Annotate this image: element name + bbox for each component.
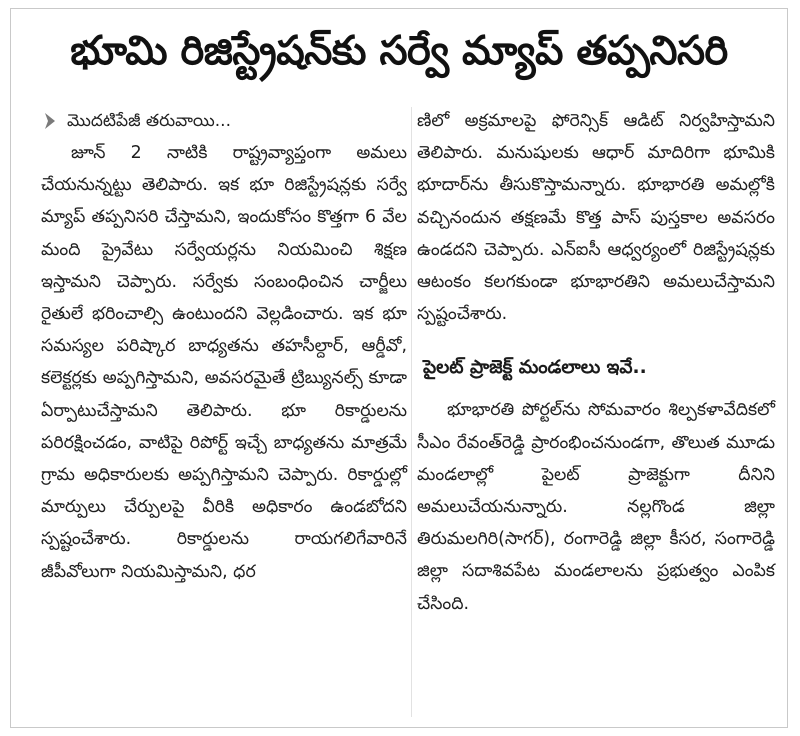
column-divider [411,107,412,717]
right-column [417,105,775,620]
right-column-paragraph-1: ణిలో అక్రమాలపై ఫోరెన్సిక్ ఆడిట్ నిర్వహిస్తామని తెలిపారు. మనుషులకు ఆధార్ మాదిరిగా భూమికి భూదార్‌ను తీసుకొస్తామన్నారు. భూభారతి అమల్లోకి వచ్చినందున తక్షణమే కొత్త పాస్ పుస్తకాల అవసరం ఉండదని చెప్పారు. ఎన్‌ఐసీ ఆధ్వర్యంలో రిజిస్ట్రేషన్లకు ఆటంకం కలగకుండా భూభారతిని అమలుచేస్తామని స్పష్టంచేశారు. [417,111,775,325]
newspaper-clipping [10,8,788,728]
continued-label: మొదటిపేజీ తరువాయి... [67,111,231,131]
continued-from-front-page [43,105,407,137]
article-headline: భూమి రిజిస్ట్రేషన్‌కు సర్వే మ్యాప్ తప్పనిసరి [70,28,728,74]
left-column-paragraph: జూన్ 2 నాటికి రాష్ట్రవ్యాప్తంగా అమలు చేయనున్నట్టు తెలిపారు. ఇక భూ రిజిస్ట్రేషన్లకు సర్వే మ్యాప్ తప్పనిసరి చేస్తామని, ఇందుకోసం కొత్తగా 6 వేల మంది ప్రైవేటు సర్వేయర్లను నియమించి శిక్షణ ఇస్తామని చెప్పారు. సర్వేకు సంబంధించిన చార్జీలు రైతులే భరించాల్సి ఉంటుందని వెల్లడించారు. ఇక భూ సమస్యల పరిష్కార బాధ్యతను తహసీల్దార్, ఆర్డీవో, కలెక్టర్లకు అప్పగిస్తామని, అవసరమైతే ట్రిబ్యునల్స్ కూడా ఏర్పాటుచేస్తామని తెలిపారు. భూ రికార్డులను పరిరక్షించడం, వాటిపై రిపోర్ట్ ఇచ్చే బాధ్యతను మాత్రమే గ్రామ అధికారులకు అప్పగిస్తామని చెప్పారు. రికార్డుల్లో మార్పులు చేర్పులపై వీరికి అధికారం ఉండబోదని స్పష్టంచేశారు. రికార్డులను రాయగలిగేవారినే జీపీవోలుగా నియమిస్తామని, ధర [41,143,407,582]
left-column [41,105,407,588]
chevron-right-icon [43,112,57,130]
pilot-project-subheading: పైలట్ ప్రాజెక్ట్ మండలాలు ఇవే.. [423,357,647,379]
right-column-paragraph-2: భూభారతి పోర్టల్‌ను సోమవారం శిల్పకళావేదికలో సీఎం రేవంత్‌రెడ్డి ప్రారంభించనుండగా, తొలుత మూడు మండలాల్లో పైలట్ ప్రాజెక్టుగా దీనిని అమలుచేయనున్నారు. నల్లగొండ జిల్లా తిరుమలగిరి(సాగర్), రంగారెడ్డి జిల్లా కీసర, సంగారెడ్డి జిల్లా సదాశివపేట మండలాలను ప్రభుత్వం ఎంపిక చేసింది. [417,400,775,614]
